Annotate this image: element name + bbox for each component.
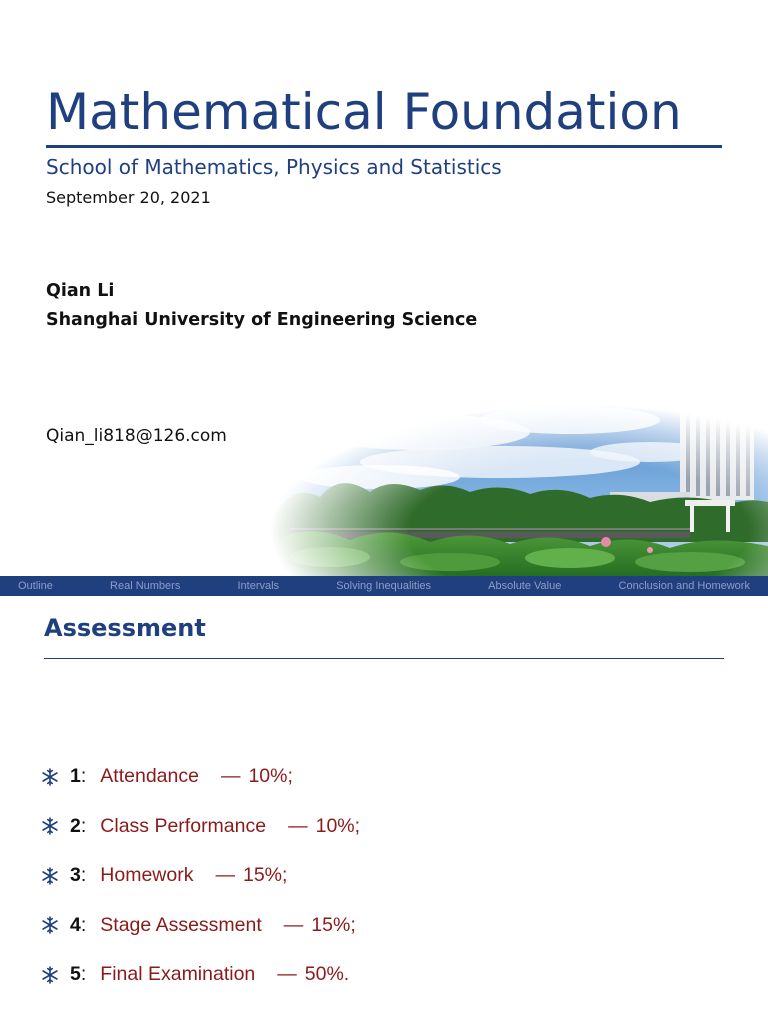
item-label: Attendance [100, 765, 199, 788]
campus-photo [270, 372, 768, 576]
snowflake-icon [40, 965, 60, 985]
assessment-list [40, 752, 360, 1000]
presentation-date: September 20, 2021 [46, 188, 211, 207]
item-colon: : [80, 913, 87, 936]
nav-item-outline[interactable]: Outline [18, 580, 53, 592]
item-colon: : [80, 814, 87, 837]
item-label: Class Performance [100, 814, 267, 837]
list-item [40, 752, 360, 802]
item-label: Homework [100, 864, 194, 887]
item-number: 2 [70, 814, 81, 837]
presentation-subtitle: School of Mathematics, Physics and Statistics [46, 155, 502, 179]
snowflake-icon [40, 767, 60, 787]
item-percent: 15%; [242, 864, 288, 887]
item-number: 1 [70, 765, 81, 788]
list-item [40, 802, 360, 852]
item-colon: : [80, 864, 87, 887]
presentation-title: Mathematical Foundation [46, 83, 682, 141]
nav-item-absolute-value[interactable]: Absolute Value [488, 580, 562, 592]
snowflake-icon [40, 866, 60, 886]
snowflake-icon [40, 816, 60, 836]
item-colon: : [80, 963, 87, 986]
item-number: 3 [70, 864, 81, 887]
nav-item-intervals[interactable]: Intervals [237, 580, 280, 592]
item-number: 5 [70, 963, 81, 986]
list-item [40, 851, 360, 901]
nav-item-conclusion-homework[interactable]: Conclusion and Homework [618, 580, 750, 592]
snowflake-icon [40, 915, 60, 935]
item-dash: — [288, 814, 308, 837]
section-navigation-bar [0, 576, 768, 596]
item-label: Final Examination [100, 963, 256, 986]
author-name: Qian Li [46, 281, 115, 301]
item-dash: — [283, 913, 304, 936]
item-dash: — [277, 963, 297, 986]
item-dash: — [215, 864, 235, 887]
nav-item-solving-inequalities[interactable]: Solving Inequalities [336, 580, 432, 592]
item-percent: 15%; [311, 913, 356, 936]
item-percent: 50%. [304, 963, 350, 986]
author-institute: Shanghai University of Engineering Science [46, 310, 478, 330]
item-dash: — [220, 765, 241, 788]
item-percent: 10%; [315, 814, 361, 837]
item-label: Stage Assessment [100, 913, 262, 936]
slide-title: Assessment [44, 614, 206, 642]
title-underline [46, 145, 722, 148]
item-colon: : [80, 765, 87, 788]
list-item [40, 950, 360, 1000]
nav-item-real-numbers[interactable]: Real Numbers [110, 580, 181, 592]
slide-title-rule [44, 658, 724, 659]
list-item [40, 901, 360, 951]
item-percent: 10%; [248, 765, 293, 788]
author-email: Qian_li818@126.com [46, 426, 227, 446]
item-number: 4 [70, 913, 81, 936]
